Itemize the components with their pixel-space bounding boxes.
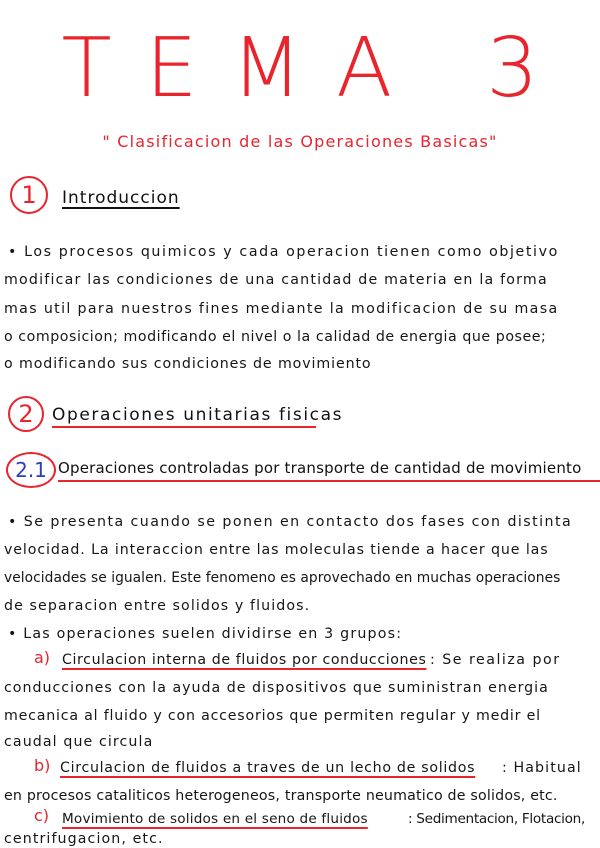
section-heading-1: Introduccion: [62, 188, 180, 208]
para1-line-1: • Se presenta cuando se ponen en contacto dos fases con distinta: [8, 514, 573, 530]
intro-line-1: • Los procesos quimicos y cada operacion tienen como objetivo: [8, 244, 559, 260]
section-number-2: 2: [8, 396, 44, 432]
item-a-line-1: conducciones con la ayuda de dispositivos que suministran energia: [4, 680, 549, 696]
item-c-rest: : Sedimentacion, Flotacion,: [408, 811, 585, 827]
item-c-line-1: centrifugacion, etc.: [4, 831, 164, 847]
page-subtitle: " Clasificacion de las Operaciones Basicas": [102, 132, 498, 151]
para1-line-3: velocidades se igualen. Este fenomeno es aprovechado en muchas operaciones: [4, 570, 561, 586]
intro-line-5: o modificando sus condiciones de movimiento: [4, 356, 372, 372]
item-b-rest: : Habitual: [502, 760, 582, 776]
section-2-1-underline: [58, 480, 600, 482]
section-heading-2: Operaciones unitarias fisicas: [52, 405, 344, 425]
item-c-heading: Movimiento de solidos en el seno de fluidos: [62, 811, 368, 827]
para1-line-4: de separacion entre solidos y fluidos.: [4, 598, 311, 614]
intro-line-4: o composicion; modificando el nivel o la calidad de energia que posee;: [4, 329, 547, 345]
item-a-line-2: mecanica al fluido y con accesorios que permiten regular y medir el: [4, 708, 541, 724]
page-title: TEMA 3: [61, 21, 573, 116]
para1-line-2: velocidad. La interaccion entre las moleculas tiende a hacer que las: [4, 542, 549, 558]
section-number-1: 1: [10, 176, 48, 214]
intro-line-3: mas util para nuestros fines mediante la modificacion de su masa: [4, 301, 559, 317]
para2-line: • Las operaciones suelen dividirse en 3 grupos:: [8, 626, 403, 642]
item-a-letter: a): [34, 648, 51, 667]
section-number-2-1: 2.1: [6, 452, 56, 488]
item-a-line-3: caudal que circula: [4, 734, 154, 750]
item-a-heading: Circulacion interna de fluidos por conducciones: [62, 652, 427, 668]
item-b-line-1: en procesos cataliticos heterogeneos, transporte neumatico de solidos, etc.: [4, 788, 558, 804]
item-a-rest: : Se realiza por: [430, 652, 561, 668]
item-b-letter: b): [34, 756, 51, 775]
item-c-letter: c): [34, 806, 50, 825]
item-b-heading: Circulacion de fluidos a traves de un lecho de solidos: [60, 760, 476, 776]
intro-line-2: modificar las condiciones de una cantidad de materia en la forma: [4, 272, 548, 288]
section-2-underline: [52, 426, 316, 428]
section-heading-2-1: Operaciones controladas por transporte de cantidad de movimiento: [58, 459, 582, 477]
